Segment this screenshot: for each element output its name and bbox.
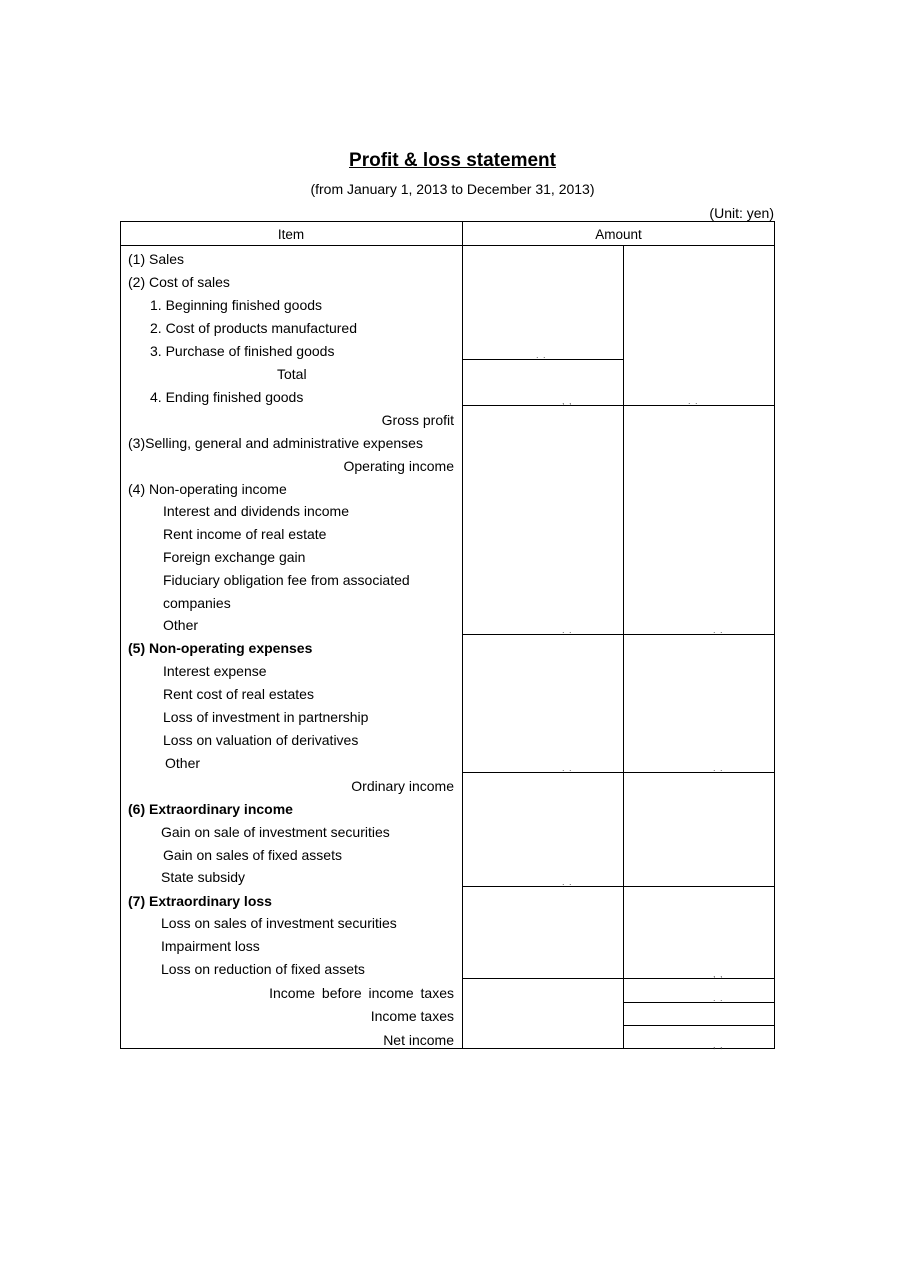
row-gain-securities: Gain on sale of investment securities bbox=[161, 824, 390, 840]
unit-label: (Unit: yen) bbox=[709, 205, 774, 221]
row-purchase-goods: 3. Purchase of finished goods bbox=[150, 343, 335, 359]
row-sga: (3)Selling, general and administrative expenses bbox=[128, 435, 423, 451]
amount-placeholder: . . bbox=[562, 763, 573, 773]
row-other-income: Other bbox=[163, 617, 199, 633]
row-extra-income: (6) Extraordinary income bbox=[128, 801, 293, 817]
row-gain-fixed-assets: Gain on sales of fixed assets bbox=[163, 847, 342, 863]
row-fiduciary-line1: Fiduciary obligation fee from associated bbox=[163, 572, 410, 588]
rule-other-1 bbox=[462, 634, 775, 635]
document-title: Profit & loss statement bbox=[349, 150, 556, 171]
header-divider bbox=[120, 245, 775, 246]
amount-column-divider bbox=[623, 245, 624, 1049]
row-other-expense: Other bbox=[165, 755, 201, 771]
amount-placeholder: . . bbox=[713, 625, 724, 635]
amount-placeholder: , , bbox=[713, 969, 724, 979]
rule-other-2 bbox=[462, 772, 775, 773]
row-cost-manufactured: 2. Cost of products manufactured bbox=[150, 320, 357, 336]
row-non-op-expenses: (5) Non-operating expenses bbox=[128, 640, 313, 656]
row-loss-derivatives: Loss on valuation of derivatives bbox=[163, 732, 359, 748]
row-sales: (1) Sales bbox=[128, 251, 185, 267]
amount-placeholder: . . bbox=[713, 763, 724, 773]
row-income-before-tax: Income before income taxes bbox=[269, 985, 454, 1001]
row-interest-expense: Interest expense bbox=[163, 663, 267, 679]
amount-placeholder: . . bbox=[688, 396, 699, 406]
row-loss-partnership: Loss of investment in partnership bbox=[163, 709, 369, 725]
row-net-income: Net income bbox=[383, 1032, 454, 1048]
row-cost-of-sales: (2) Cost of sales bbox=[128, 274, 230, 290]
amount-placeholder: , , bbox=[562, 396, 573, 406]
amount-placeholder: , , bbox=[713, 1040, 724, 1050]
row-operating-income: Operating income bbox=[343, 458, 454, 474]
item-header: Item bbox=[277, 227, 305, 242]
row-fiduciary-line2: companies bbox=[163, 595, 231, 611]
amount-placeholder: . . bbox=[562, 877, 573, 887]
row-gross-profit: Gross profit bbox=[381, 412, 454, 428]
row-extra-loss: (7) Extraordinary loss bbox=[128, 893, 272, 909]
row-non-op-income: (4) Non-operating income bbox=[128, 481, 287, 497]
row-ordinary-income: Ordinary income bbox=[351, 778, 454, 794]
row-rent-income: Rent income of real estate bbox=[163, 526, 327, 542]
amount-placeholder: . . bbox=[536, 350, 547, 360]
rule-reduction bbox=[462, 978, 775, 979]
row-income-taxes: Income taxes bbox=[370, 1008, 454, 1024]
rule-ending bbox=[462, 405, 775, 406]
row-loss-reduction: Loss on reduction of fixed assets bbox=[161, 961, 365, 977]
row-state-subsidy: State subsidy bbox=[161, 869, 246, 885]
row-beginning-goods: 1. Beginning finished goods bbox=[150, 297, 323, 313]
amount-placeholder: . . bbox=[713, 993, 724, 1003]
rule-subsidy bbox=[462, 886, 775, 887]
row-total: Total bbox=[277, 366, 307, 382]
period-label: (from January 1, 2013 to December 31, 2013) bbox=[310, 181, 595, 197]
row-ending-goods: 4. Ending finished goods bbox=[150, 389, 304, 405]
rule-before-tax bbox=[623, 1002, 775, 1003]
row-interest-dividends: Interest and dividends income bbox=[163, 503, 349, 519]
rule-taxes bbox=[623, 1025, 775, 1026]
row-fx-gain: Foreign exchange gain bbox=[163, 549, 306, 565]
row-loss-securities: Loss on sales of investment securities bbox=[161, 915, 397, 931]
row-impairment: Impairment loss bbox=[161, 938, 260, 954]
amount-placeholder: . . bbox=[562, 625, 573, 635]
amount-header: Amount bbox=[595, 227, 642, 242]
row-rent-cost: Rent cost of real estates bbox=[163, 686, 314, 702]
